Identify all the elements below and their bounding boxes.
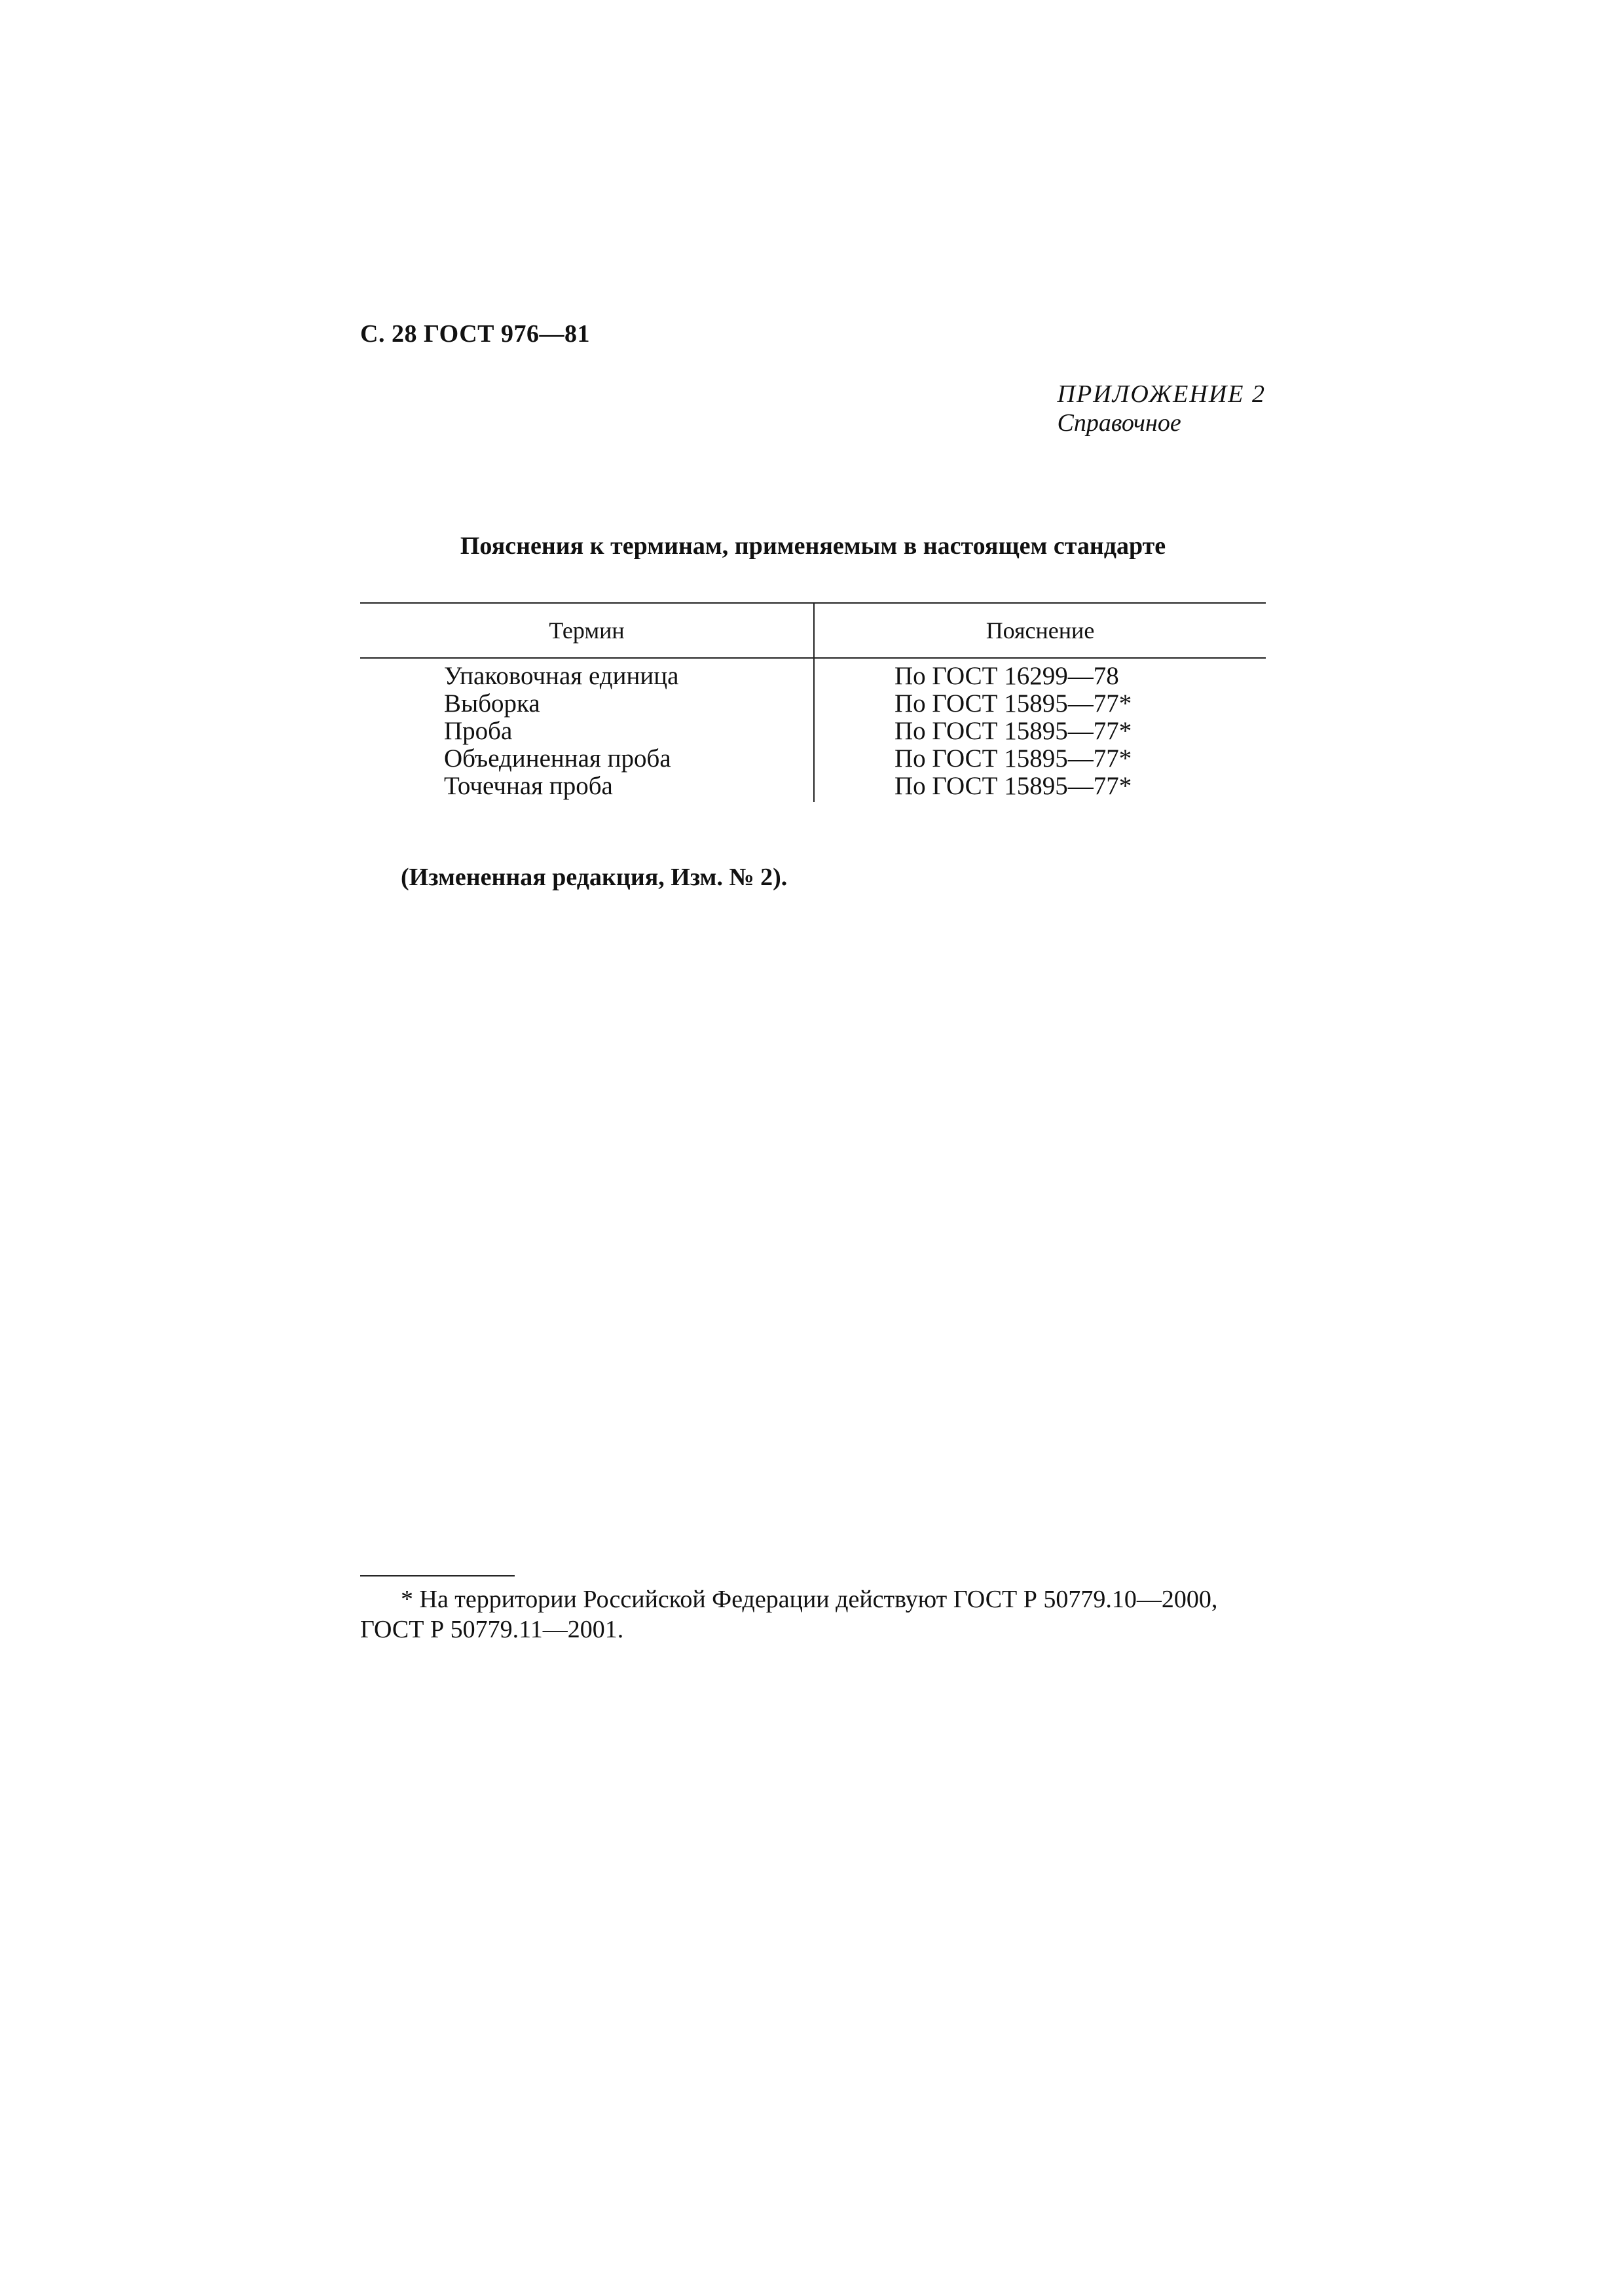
explanation-cell: По ГОСТ 15895—77* (894, 772, 1132, 800)
explanation-cell: По ГОСТ 16299—78 (894, 662, 1119, 690)
term-cell: Выборка (444, 689, 540, 718)
column-header-explanation: Пояснение (986, 617, 1095, 644)
table-row (360, 773, 1266, 800)
footnote (360, 1584, 1266, 1645)
term-cell: Проба (444, 717, 513, 745)
page-header: С. 28 ГОСТ 976—81 (360, 320, 590, 348)
table-row (360, 745, 1266, 773)
appendix-block (1058, 380, 1266, 437)
revision-note: (Измененная редакция, Изм. № 2). (401, 864, 788, 891)
appendix-kind: Справочное (1057, 409, 1181, 437)
term-cell: Точечная проба (444, 772, 613, 800)
explanation-cell: По ГОСТ 15895—77* (894, 744, 1132, 773)
term-cell: Объединенная проба (444, 744, 671, 773)
footnote-line-1: * На территории Российской Федерации действуют ГОСТ Р 50779.10—2000, (401, 1586, 1218, 1613)
footnote-line-2: ГОСТ Р 50779.11—2001. (360, 1616, 624, 1643)
explanation-cell: По ГОСТ 15895—77* (894, 717, 1132, 745)
table-row (360, 690, 1266, 718)
appendix-label: ПРИЛОЖЕНИЕ 2 (1057, 380, 1266, 408)
explanation-cell: По ГОСТ 15895—77* (894, 689, 1132, 718)
section-title: Пояснения к терминам, применяемым в настоящем стандарте (460, 532, 1166, 560)
table-row (360, 663, 1266, 690)
table-row (360, 718, 1266, 745)
footnote-separator (360, 1575, 515, 1576)
column-header-term: Термин (549, 617, 625, 644)
term-cell: Упаковочная единица (444, 662, 679, 690)
table-body (360, 663, 1266, 800)
